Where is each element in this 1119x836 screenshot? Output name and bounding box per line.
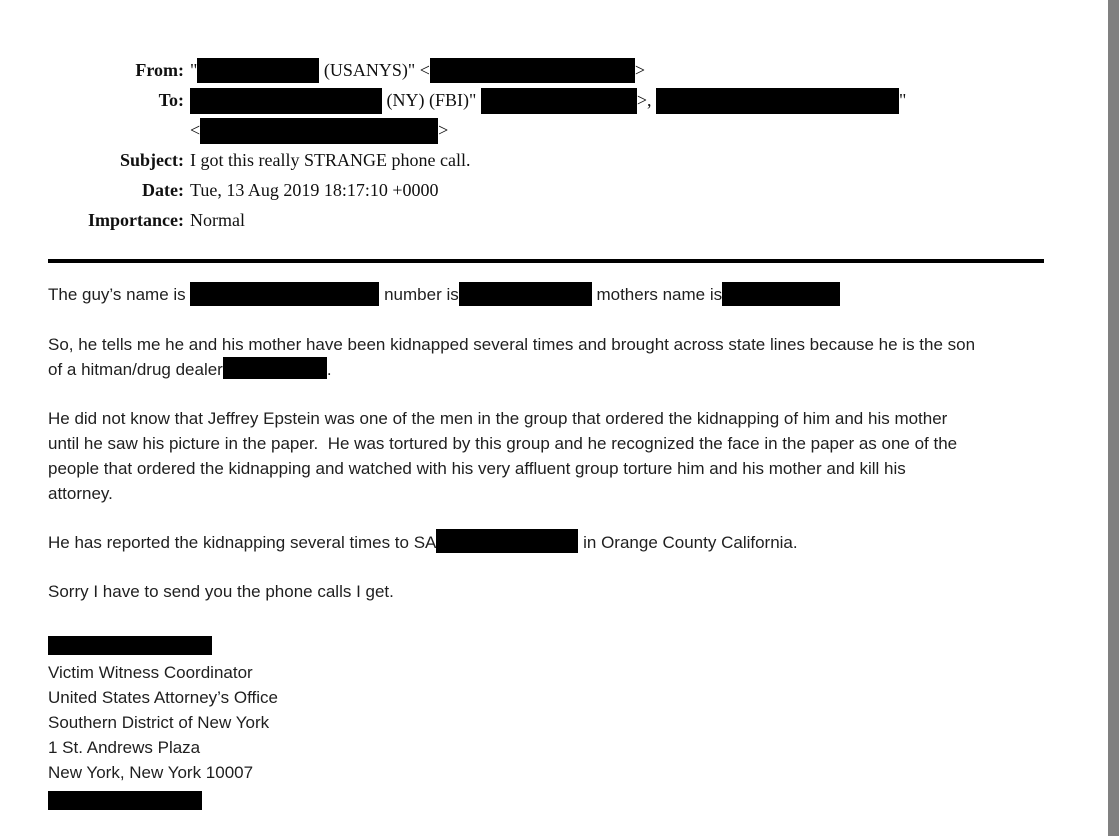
text-run: attorney. [48, 483, 113, 503]
redaction-bar [481, 88, 637, 114]
redaction-bar [430, 58, 635, 83]
header-value [190, 175, 1100, 205]
signature-line: United States Attorney’s Office [48, 688, 278, 707]
body-line [48, 579, 1078, 604]
signature-line: 1 St. Andrews Plaza [48, 738, 201, 757]
signature-redaction-phone [48, 791, 202, 810]
text-run: (NY) (FBI)" [382, 90, 481, 110]
body-paragraph [48, 530, 1078, 556]
redaction-bar [722, 282, 840, 306]
redaction-bar [436, 529, 578, 553]
header-value [190, 145, 1100, 175]
text-run: Normal [190, 210, 245, 230]
text-run: " [190, 60, 198, 80]
redaction-bar [190, 88, 382, 114]
text-run: people that ordered the kidnapping and watched with his very affluent group torture him and his mother and kill his [48, 458, 906, 478]
body-line [48, 282, 1078, 308]
redaction-bar [656, 88, 899, 114]
body-line [48, 481, 1078, 506]
header-value [190, 205, 1100, 235]
body-paragraph [48, 406, 1078, 506]
text-run: . [326, 359, 332, 379]
redaction-bar [200, 118, 438, 144]
text-run: until he saw his picture in the paper. He was tortured by this group and he recognized the face in the paper as one of the [48, 433, 958, 453]
text-run: He did not know that Jeffrey Epstein was one of the men in the group that ordered the kidnapping of him and his mother [48, 408, 948, 428]
header-label: Subject: [120, 150, 184, 170]
header-label: To: [158, 90, 184, 110]
text-run: of a hitman/drug dealer [48, 359, 223, 379]
text-run: number is [379, 285, 459, 304]
redaction-bar [190, 282, 379, 306]
body-line [48, 431, 1078, 456]
text-run: The guy’s name is [48, 285, 191, 304]
body-line [48, 332, 1078, 357]
header-label: From: [135, 60, 184, 80]
header-value [190, 115, 1100, 145]
text-run: > [438, 120, 449, 140]
redaction-bar [197, 58, 319, 83]
text-run: I got this really STRANGE phone call. [190, 150, 471, 170]
redaction-bar [459, 282, 592, 306]
text-run: So, he tells me he and his mother have been kidnapped several times and brought across state lines because he is the son [48, 334, 976, 354]
signature-line: New York, New York 10007 [48, 763, 254, 782]
signature-line: Southern District of New York [48, 713, 270, 732]
signature-line: Victim Witness Coordinator [48, 663, 253, 682]
text-run: He has reported the kidnapping several times to SA [48, 532, 437, 552]
text-run: mothers name is [591, 285, 723, 304]
email-body [48, 282, 1078, 628]
text-run: >, [636, 90, 656, 110]
header-divider [48, 259, 1044, 263]
text-run: Sorry I have to send you the phone calls I get. [48, 582, 394, 602]
header-value [190, 85, 1100, 115]
text-run: > [634, 60, 646, 80]
body-line [48, 456, 1078, 481]
body-paragraph [48, 282, 1078, 308]
body-line [48, 357, 1078, 382]
text-run: (USANYS)" < [319, 60, 430, 80]
header-label [48, 115, 184, 145]
body-paragraph [48, 579, 1078, 604]
text-run: < [190, 120, 201, 140]
text-run: Tue, 13 Aug 2019 18:17:10 +0000 [190, 180, 439, 200]
text-run: in Orange County California. [578, 532, 798, 552]
signature-block [48, 636, 278, 810]
body-line [48, 406, 1078, 431]
body-line [48, 530, 1078, 556]
text-run: " [899, 90, 907, 110]
scrollbar-track[interactable] [1108, 0, 1119, 836]
header-value [190, 55, 1100, 85]
body-paragraph [48, 332, 1078, 382]
header-label: Importance: [88, 210, 184, 230]
email-header [48, 55, 1100, 235]
signature-redaction-name [48, 636, 212, 655]
header-label: Date: [142, 180, 184, 200]
redaction-bar [223, 357, 327, 379]
